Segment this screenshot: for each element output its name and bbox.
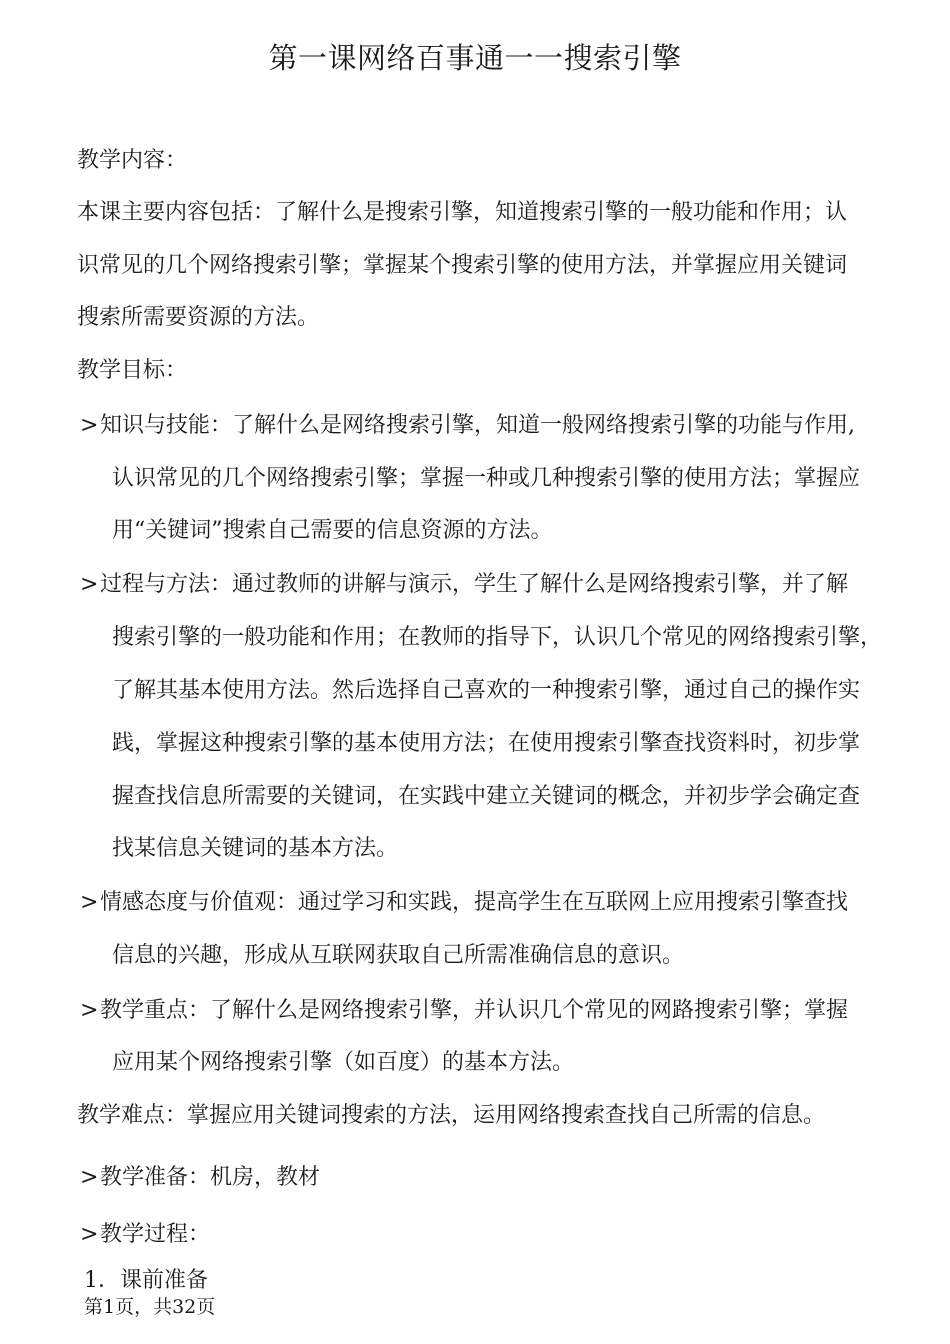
paragraph-line: 本课主要内容包括：了解什么是搜索引擎，知道搜索引擎的一般功能和作用；认	[77, 200, 848, 225]
bullet-marker: >	[80, 998, 99, 1023]
paragraph-line: 教学难点：掌握应用关键词搜索的方法，运用网络搜索查找自己所需的信息。	[77, 1103, 826, 1128]
bullet-item	[80, 1162, 320, 1194]
paragraph-line: 信息的兴趣，形成从互联网获取自己所需准确信息的意识。	[112, 943, 685, 968]
numbered-step: 1．课前准备	[84, 1268, 208, 1293]
bullet-text: 教学重点：了解什么是网络搜索引擎，并认识几个常见的网路搜索引擎；掌握	[100, 998, 849, 1023]
paragraph-line: 应用某个网络搜索引擎（如百度）的基本方法。	[112, 1050, 575, 1075]
bullet-text: 教学过程：	[100, 1222, 211, 1247]
bullet-text: 情感态度与价值观：通过学习和实践，提高学生在互联网上应用搜索引擎查找	[100, 890, 849, 915]
bullet-item	[80, 569, 848, 601]
bullet-text: 教学准备：机房，教材	[100, 1165, 321, 1190]
bullet-marker: >	[80, 890, 99, 915]
bullet-marker: >	[80, 572, 99, 597]
bullet-item	[80, 410, 855, 442]
bullet-text: 知识与技能：了解什么是网络搜索引擎，知道一般网络搜索引擎的功能与作用,	[100, 413, 855, 438]
paragraph-line: 找某信息关键词的基本方法。	[112, 836, 399, 861]
bullet-item	[80, 887, 848, 919]
paragraph-line: 握查找信息所需要的关键词，在实践中建立关键词的概念，并初步学会确定查	[112, 784, 861, 809]
section-heading: 教学内容：	[77, 148, 188, 173]
paragraph-line: 认识常见的几个网络搜索引擎；掌握一种或几种搜索引擎的使用方法；掌握应	[112, 466, 861, 491]
bullet-text: 过程与方法：通过教师的讲解与演示，学生了解什么是网络搜索引擎，并了解	[100, 572, 849, 597]
section-heading: 教学目标：	[77, 358, 188, 383]
paragraph-line: 搜索引擎的一般功能和作用；在教师的指导下，认识几个常见的网络搜索引擎，	[112, 625, 883, 650]
bullet-marker: >	[80, 1222, 99, 1247]
paragraph-line: 践，掌握这种搜索引擎的基本使用方法；在使用搜索引擎查找资料时，初步掌	[112, 731, 861, 756]
bullet-item	[80, 995, 848, 1027]
paragraph-line: 识常见的几个网络搜索引擎；掌握某个搜索引擎的使用方法，并掌握应用关键词	[77, 253, 848, 278]
paragraph-line: 用“关键词”搜索自己需要的信息资源的方法。	[112, 518, 553, 543]
paragraph-line: 了解其基本使用方法。然后选择自己喜欢的一种搜索引擎，通过自己的操作实	[112, 678, 861, 703]
bullet-marker: >	[80, 1165, 99, 1190]
page-footer: 第1页，共32页	[84, 1296, 216, 1318]
bullet-marker: >	[80, 413, 99, 438]
bullet-item	[80, 1219, 210, 1251]
page-title: 第一课网络百事通一一搜索引擎	[268, 41, 682, 75]
paragraph-line: 搜索所需要资源的方法。	[77, 305, 320, 330]
